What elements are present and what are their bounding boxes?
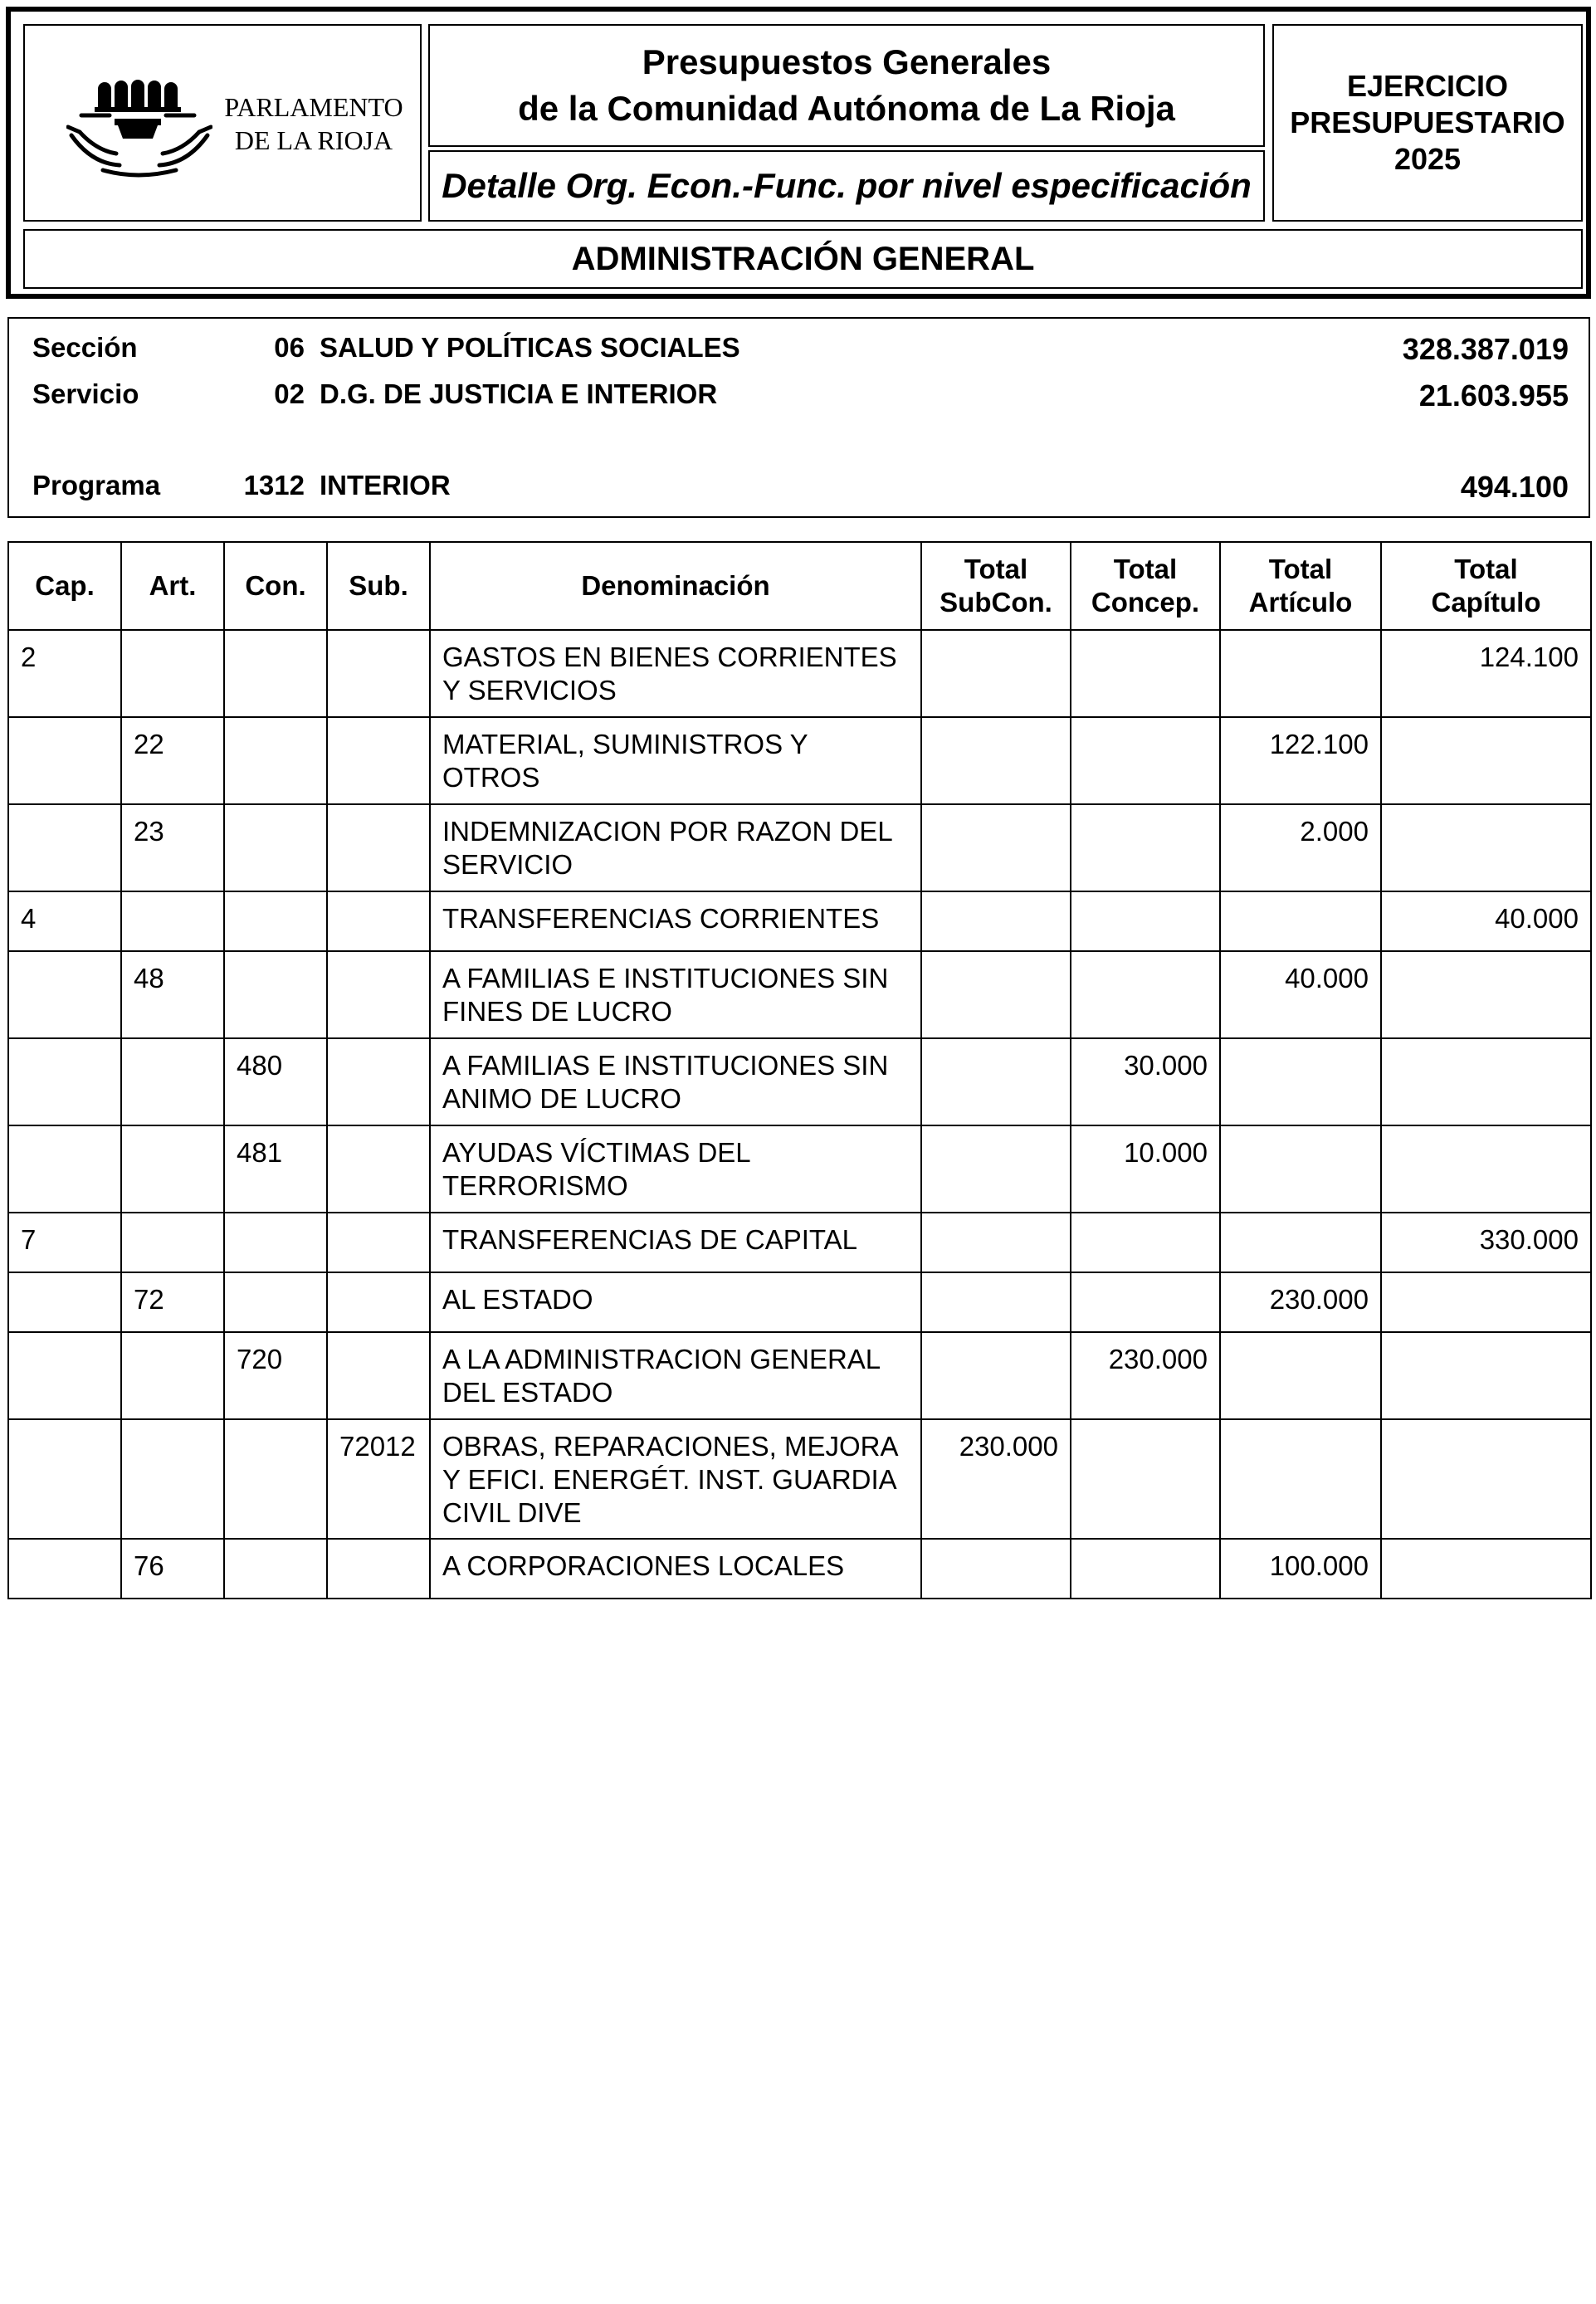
denominacion-line: A CORPORACIONES LOCALES bbox=[442, 1550, 845, 1581]
cell-concep bbox=[1071, 1419, 1220, 1539]
header-art: Art. bbox=[121, 542, 224, 630]
fiscal-year-label1: EJERCICIO bbox=[1346, 69, 1509, 103]
cell-cap: 2 bbox=[8, 630, 121, 717]
denominacion-line: CIVIL DIVE bbox=[442, 1497, 582, 1528]
cell-articulo: 230.000 bbox=[1220, 1272, 1381, 1332]
table-row bbox=[8, 1213, 1591, 1272]
denominacion-line: INDEMNIZACION POR RAZON DEL bbox=[442, 816, 893, 847]
cell-con bbox=[224, 1419, 327, 1539]
programa-code: 1312 bbox=[243, 470, 305, 500]
cell-sub bbox=[327, 804, 430, 891]
table-row bbox=[8, 717, 1591, 804]
cell-concep: 30.000 bbox=[1071, 1038, 1220, 1125]
cell-concep bbox=[1071, 1272, 1220, 1332]
cell-subcon bbox=[921, 1272, 1071, 1332]
cell-art bbox=[121, 1213, 224, 1272]
cell-cap bbox=[8, 1272, 121, 1332]
denominacion-line: A FAMILIAS E INSTITUCIONES SIN bbox=[442, 1050, 889, 1081]
cell-con bbox=[224, 1272, 327, 1332]
cell-cap bbox=[8, 1038, 121, 1125]
cell-cap bbox=[8, 1125, 121, 1213]
denominacion-line: AL ESTADO bbox=[442, 1284, 593, 1315]
cell-articulo: 40.000 bbox=[1220, 951, 1381, 1038]
cell-den bbox=[430, 630, 921, 717]
table-row bbox=[8, 951, 1591, 1038]
header-sub: Sub. bbox=[327, 542, 430, 630]
cell-capitulo: 40.000 bbox=[1381, 891, 1591, 951]
cell-den bbox=[430, 1419, 921, 1539]
cell-capitulo bbox=[1381, 1272, 1591, 1332]
seccion-name: SALUD Y POLÍTICAS SOCIALES bbox=[320, 332, 740, 363]
cell-sub bbox=[327, 951, 430, 1038]
denominacion-line: TRANSFERENCIAS CORRIENTES bbox=[442, 903, 880, 934]
fiscal-year: 2025 bbox=[1393, 142, 1462, 176]
cell-sub: 72012 bbox=[327, 1419, 430, 1539]
header-total-capitulo-line2: Capítulo bbox=[1431, 587, 1541, 617]
cell-cap bbox=[8, 1419, 121, 1539]
fiscal-year-label2: PRESUPUESTARIO bbox=[1290, 105, 1565, 139]
servicio-row bbox=[9, 378, 1589, 412]
seccion-row bbox=[9, 332, 1589, 365]
header-total-articulo bbox=[1220, 542, 1381, 630]
programa-amount: 494.100 bbox=[1460, 470, 1569, 504]
cell-den bbox=[430, 951, 921, 1038]
cell-cap: 4 bbox=[8, 891, 121, 951]
cell-cap bbox=[8, 1332, 121, 1419]
header-total-concep-line2: Concep. bbox=[1091, 587, 1200, 617]
cell-sub bbox=[327, 891, 430, 951]
cell-art: 76 bbox=[121, 1539, 224, 1599]
document-header bbox=[6, 7, 1591, 299]
seccion-code: 06 bbox=[274, 332, 305, 363]
cell-art bbox=[121, 891, 224, 951]
cell-den bbox=[430, 1332, 921, 1419]
cell-subcon bbox=[921, 1125, 1071, 1213]
cell-sub bbox=[327, 1125, 430, 1213]
table-header-row bbox=[8, 542, 1591, 630]
cell-concep bbox=[1071, 951, 1220, 1038]
denominacion-line: AYUDAS VÍCTIMAS DEL bbox=[442, 1137, 751, 1168]
cell-art: 22 bbox=[121, 717, 224, 804]
denominacion-line: DEL ESTADO bbox=[442, 1377, 613, 1408]
cell-concep: 10.000 bbox=[1071, 1125, 1220, 1213]
cell-capitulo bbox=[1381, 1419, 1591, 1539]
cell-con bbox=[224, 951, 327, 1038]
cell-articulo bbox=[1220, 630, 1381, 717]
cell-capitulo bbox=[1381, 1539, 1591, 1599]
cell-sub bbox=[327, 630, 430, 717]
cell-sub bbox=[327, 1332, 430, 1419]
cell-concep bbox=[1071, 1539, 1220, 1599]
denominacion-line: Y EFICI. ENERGÉT. INST. GUARDIA bbox=[442, 1464, 897, 1495]
document-subtitle: Detalle Org. Econ.-Func. por nivel especificación bbox=[428, 150, 1265, 222]
table-row bbox=[8, 891, 1591, 951]
table-row bbox=[8, 1125, 1591, 1213]
denominacion-line: TERRORISMO bbox=[442, 1170, 628, 1201]
parliament-name-line2: DE LA RIOJA bbox=[234, 125, 393, 155]
cell-den bbox=[430, 717, 921, 804]
denominacion-line: A LA ADMINISTRACION GENERAL bbox=[442, 1344, 881, 1374]
cell-den bbox=[430, 1213, 921, 1272]
cell-cap bbox=[8, 1539, 121, 1599]
cell-subcon bbox=[921, 891, 1071, 951]
header-total-articulo-line2: Artículo bbox=[1248, 587, 1353, 617]
cell-con: 481 bbox=[224, 1125, 327, 1213]
cell-capitulo bbox=[1381, 1125, 1591, 1213]
table-row bbox=[8, 1539, 1591, 1599]
cell-subcon bbox=[921, 1539, 1071, 1599]
cell-concep bbox=[1071, 804, 1220, 891]
cell-articulo: 100.000 bbox=[1220, 1539, 1381, 1599]
cell-den bbox=[430, 1038, 921, 1125]
servicio-code: 02 bbox=[274, 378, 305, 409]
cell-art: 72 bbox=[121, 1272, 224, 1332]
table-row bbox=[8, 804, 1591, 891]
servicio-name: D.G. DE JUSTICIA E INTERIOR bbox=[320, 378, 718, 409]
cell-den bbox=[430, 891, 921, 951]
servicio-amount: 21.603.955 bbox=[1418, 378, 1569, 412]
fiscal-year-box bbox=[1272, 24, 1583, 222]
cell-den bbox=[430, 804, 921, 891]
cell-articulo bbox=[1220, 1419, 1381, 1539]
cell-capitulo: 124.100 bbox=[1381, 630, 1591, 717]
header-total-subcon bbox=[921, 542, 1071, 630]
denominacion-line: A FAMILIAS E INSTITUCIONES SIN bbox=[442, 963, 889, 993]
cell-capitulo bbox=[1381, 1332, 1591, 1419]
denominacion-line: TRANSFERENCIAS DE CAPITAL bbox=[442, 1224, 857, 1255]
cell-capitulo bbox=[1381, 804, 1591, 891]
cell-art bbox=[121, 1419, 224, 1539]
denominacion-line: Y SERVICIOS bbox=[442, 675, 617, 705]
header-total-capitulo-line1: Total bbox=[1454, 554, 1518, 584]
header-denominacion: Denominación bbox=[430, 542, 921, 630]
header-total-subcon-line2: SubCon. bbox=[940, 587, 1052, 617]
cell-con: 720 bbox=[224, 1332, 327, 1419]
cell-con bbox=[224, 1213, 327, 1272]
cell-con bbox=[224, 891, 327, 951]
cell-den bbox=[430, 1539, 921, 1599]
header-total-subcon-line1: Total bbox=[964, 554, 1028, 584]
cell-subcon: 230.000 bbox=[921, 1419, 1071, 1539]
seccion-label: Sección bbox=[32, 332, 138, 363]
parliament-name bbox=[206, 90, 422, 157]
header-total-concep bbox=[1071, 542, 1220, 630]
cell-den bbox=[430, 1272, 921, 1332]
table-row bbox=[8, 1272, 1591, 1332]
cell-subcon bbox=[921, 1332, 1071, 1419]
table-row bbox=[8, 1419, 1591, 1539]
denominacion-line: FINES DE LUCRO bbox=[442, 996, 672, 1027]
denominacion-line: MATERIAL, SUMINISTROS Y bbox=[442, 729, 808, 759]
budget-table bbox=[7, 541, 1592, 1599]
denominacion-line: OTROS bbox=[442, 762, 540, 793]
header-total-concep-line1: Total bbox=[1113, 554, 1178, 584]
header-cap: Cap. bbox=[8, 542, 121, 630]
cell-subcon bbox=[921, 1038, 1071, 1125]
denominacion-line: GASTOS EN BIENES CORRIENTES bbox=[442, 642, 897, 672]
cell-concep bbox=[1071, 717, 1220, 804]
cell-sub bbox=[327, 1038, 430, 1125]
cell-subcon bbox=[921, 1213, 1071, 1272]
cell-concep: 230.000 bbox=[1071, 1332, 1220, 1419]
title-line2: de la Comunidad Autónoma de La Rioja bbox=[518, 89, 1175, 128]
cell-con: 480 bbox=[224, 1038, 327, 1125]
cell-subcon bbox=[921, 717, 1071, 804]
cell-cap bbox=[8, 717, 121, 804]
budget-info bbox=[7, 317, 1590, 518]
cell-capitulo bbox=[1381, 717, 1591, 804]
denominacion-line: ANIMO DE LUCRO bbox=[442, 1083, 681, 1114]
cell-sub bbox=[327, 1213, 430, 1272]
header-con: Con. bbox=[224, 542, 327, 630]
cell-subcon bbox=[921, 630, 1071, 717]
cell-cap bbox=[8, 804, 121, 891]
table-row bbox=[8, 630, 1591, 717]
cell-art bbox=[121, 1038, 224, 1125]
programa-row bbox=[9, 470, 1589, 503]
cell-concep bbox=[1071, 630, 1220, 717]
cell-articulo: 2.000 bbox=[1220, 804, 1381, 891]
servicio-label: Servicio bbox=[32, 378, 139, 409]
cell-sub bbox=[327, 1272, 430, 1332]
header-total-capitulo bbox=[1381, 542, 1591, 630]
cell-articulo bbox=[1220, 1213, 1381, 1272]
parliament-name-line1: PARLAMENTO bbox=[224, 92, 403, 122]
cell-art: 23 bbox=[121, 804, 224, 891]
cell-sub bbox=[327, 717, 430, 804]
cell-articulo bbox=[1220, 1125, 1381, 1213]
cell-con bbox=[224, 1539, 327, 1599]
seccion-amount: 328.387.019 bbox=[1402, 332, 1569, 366]
parliament-logo-icon bbox=[66, 66, 212, 182]
section-title: ADMINISTRACIÓN GENERAL bbox=[23, 229, 1583, 289]
cell-den bbox=[430, 1125, 921, 1213]
cell-subcon bbox=[921, 951, 1071, 1038]
document-title bbox=[428, 24, 1265, 147]
logo-box bbox=[23, 24, 422, 222]
cell-capitulo bbox=[1381, 951, 1591, 1038]
cell-art bbox=[121, 1332, 224, 1419]
cell-articulo: 122.100 bbox=[1220, 717, 1381, 804]
cell-con bbox=[224, 804, 327, 891]
cell-capitulo: 330.000 bbox=[1381, 1213, 1591, 1272]
cell-concep bbox=[1071, 891, 1220, 951]
cell-con bbox=[224, 717, 327, 804]
cell-capitulo bbox=[1381, 1038, 1591, 1125]
cell-cap: 7 bbox=[8, 1213, 121, 1272]
header-total-articulo-line1: Total bbox=[1268, 554, 1333, 584]
table-row bbox=[8, 1038, 1591, 1125]
cell-art: 48 bbox=[121, 951, 224, 1038]
title-line1: Presupuestos Generales bbox=[642, 42, 1052, 81]
denominacion-line: SERVICIO bbox=[442, 849, 573, 880]
cell-subcon bbox=[921, 804, 1071, 891]
cell-articulo bbox=[1220, 1332, 1381, 1419]
cell-articulo bbox=[1220, 891, 1381, 951]
programa-name: INTERIOR bbox=[320, 470, 451, 500]
programa-label: Programa bbox=[32, 470, 161, 500]
denominacion-line: OBRAS, REPARACIONES, MEJORA bbox=[442, 1431, 899, 1462]
cell-con bbox=[224, 630, 327, 717]
cell-cap bbox=[8, 951, 121, 1038]
cell-concep bbox=[1071, 1213, 1220, 1272]
table-row bbox=[8, 1332, 1591, 1419]
cell-sub bbox=[327, 1539, 430, 1599]
cell-art bbox=[121, 1125, 224, 1213]
cell-articulo bbox=[1220, 1038, 1381, 1125]
cell-art bbox=[121, 630, 224, 717]
